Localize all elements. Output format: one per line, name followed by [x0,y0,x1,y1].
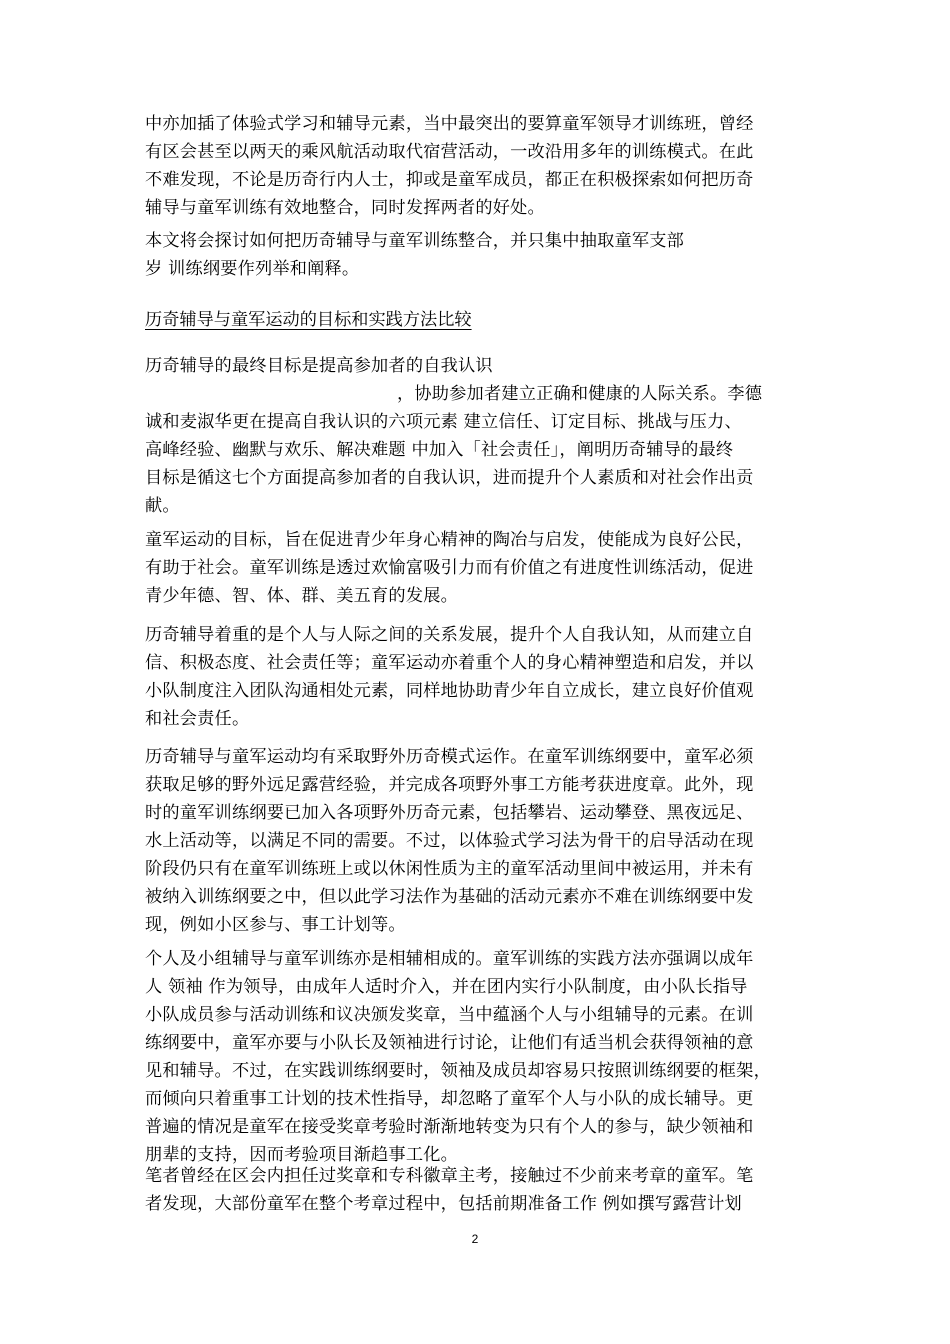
paragraph-scope [145,227,813,283]
paragraph-intro-continued [145,110,813,222]
text-line: 见和辅导。不过，在实践训练纲要时，领袖及成员却容易只按照训练纲要的框架， [145,1061,771,1081]
text-line: 练纲要中，童军亦要与小队长及领袖进行讨论，让他们有适当机会获得领袖的意 [145,1033,754,1053]
paragraph-scout-goal [145,526,813,610]
text-line: 辅导与童军训练有效地整合，同时发挥两者的好处。 [145,198,545,218]
text-line: 阶段仍只有在童军训练班上或以休闲性质为主的童军活动里间中被运用，并未有 [145,859,754,879]
text-line: 笔者曾经在区会内担任过奖章和专科徽章主考，接触过不少前来考章的童军。笔 [145,1166,754,1186]
paragraph-comparison [145,621,813,733]
text-line: 水上活动等，以满足不同的需要。不过，以体验式学习法为骨干的启导活动在现 [145,831,754,851]
text-line: 朋辈的支持，因而考验项目渐趋事工化。 [145,1145,458,1165]
paragraph-guidance [145,945,813,1169]
paragraph-outdoor-adventure [145,743,813,939]
text-line: 献。 [145,496,180,516]
text-line: 被纳入训练纲要之中，但以此学习法作为基础的活动元素亦不难在训练纲要中发 [145,887,754,907]
text-line: 小队成员参与活动训练和议决颁发奖章，当中蕴涵个人与小组辅导的元素。在训 [145,1005,754,1025]
text-line: 中亦加插了体验式学习和辅导元素，当中最突出的要算童军领导才训练班，曾经 [145,114,754,134]
text-line: 有助于社会。童军训练是透过欢愉富吸引力而有价值之有进度性训练活动，促进 [145,558,754,578]
text-line: 青少年德、智、体、群、美五育的发展。 [145,586,458,606]
text-line: 目标是循这七个方面提高参加者的自我认识，进而提升个人素质和对社会作出贡 [145,468,754,488]
text-line: 普遍的情况是童军在接受奖章考验时渐渐地转变为只有个人的参与，缺少领袖和 [145,1117,754,1137]
text-line: ，协助参加者建立正确和健康的人际关系。李德 [397,384,763,404]
text-line: 诚和麦淑华更在提高自我认识的六项元素 建立信任、订定目标、挑战与压力、 [145,412,742,432]
section-heading: 历奇辅导与童军运动的目标和实践方法比较 [145,310,472,330]
text-line: 获取足够的野外远足露营经验，并完成各项野外事工方能考获进度章。此外，现 [145,775,754,795]
text-line: 高峰经验、幽默与欢乐、解决难题 中加入「社会责任」，阐明历奇辅导的最终 [145,440,734,460]
text-line: 本文将会探讨如何把历奇辅导与童军训练整合，并只集中抽取童军支部 [145,231,685,251]
text-line: 小队制度注入团队沟通相处元素，同样地协助青少年自立成长，建立良好价值观 [145,681,754,701]
text-line: 童军运动的目标，旨在促进青少年身心精神的陶冶与启发，使能成为良好公民， [145,530,754,550]
text-line: 历奇辅导着重的是个人与人际之间的关系发展，提升个人自我认知，从而建立自 [145,625,754,645]
text-line: 不难发现，不论是历奇行内人士，抑或是童军成员，都正在积极探索如何把历奇 [145,170,754,190]
text-line: 和社会责任。 [145,709,250,729]
text-line: 时的童军训练纲要已加入各项野外历奇元素，包括攀岩、运动攀登、黑夜远足、 [145,803,754,823]
text-line: 者发现，大部份童军在整个考章过程中，包括前期准备工作 例如撰写露营计划 [145,1194,742,1214]
text-line: 而倾向只着重事工计划的技术性指导，却忽略了童军个人与小队的成长辅导。更 [145,1089,754,1109]
paragraph-author-experience [145,1162,813,1218]
text-line: 个人及小组辅导与童军训练亦是相辅相成的。童军训练的实践方法亦强调以成年 [145,949,754,969]
page-number: 2 [471,1232,479,1246]
text-line: 有区会甚至以两天的乘风航活动取代宿营活动，一改沿用多年的训练模式。在此 [145,142,754,162]
text-line: 历奇辅导的最终目标是提高参加者的自我认识 [145,356,493,376]
text-line: 人 领袖 作为领导，由成年人适时介入，并在团内实行小队制度，由小队长指导 [145,977,748,997]
text-line: 历奇辅导与童军运动均有采取野外历奇模式运作。在童军训练纲要中，童军必须 [145,747,754,767]
paragraph-adventure-goal [145,352,813,520]
text-line: 信、积极态度、社会责任等；童军运动亦着重个人的身心精神塑造和启发，并以 [145,653,754,673]
text-line: 岁 训练纲要作列举和阐释。 [145,259,360,279]
text-line: 现，例如小区参与、事工计划等。 [145,915,406,935]
